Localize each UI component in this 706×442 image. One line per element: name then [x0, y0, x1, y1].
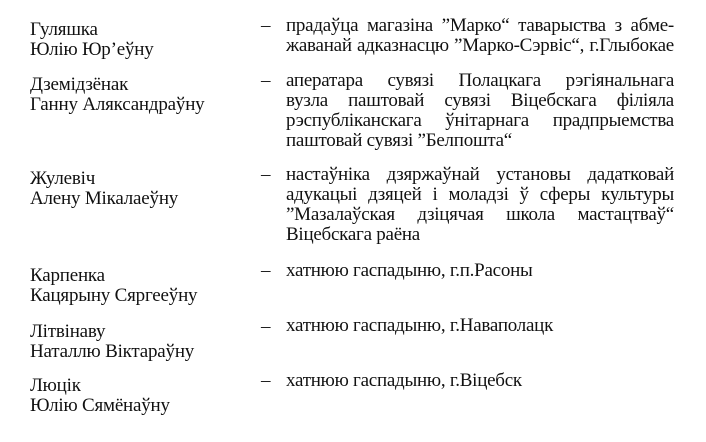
description-line: хатнюю гаспадыню, г.п.Расоны — [286, 260, 533, 281]
dash: – — [261, 370, 271, 391]
given-name: Юлію Сямёнаўну — [30, 395, 170, 416]
surname: Люцік — [30, 375, 81, 396]
person-description — [286, 16, 674, 56]
person-name — [30, 266, 270, 306]
description-line: хатнюю гаспадыню, г.Віцебск — [286, 370, 522, 391]
dash: – — [261, 316, 271, 337]
person-name — [30, 75, 270, 115]
description-line: жаванай адказнасцю ”Марко-Сэрвіс“, г.Глыбокае — [286, 35, 674, 56]
description-line: рэспубліканскага ўнітарнага прадпрыемства — [286, 110, 674, 131]
dash: – — [261, 164, 271, 185]
person-description — [286, 165, 674, 245]
dash: – — [261, 70, 271, 91]
dash: – — [261, 260, 271, 281]
person-description — [286, 261, 674, 281]
description-line: аператара сувязі Полацкага рэгіянальнага — [286, 70, 674, 91]
given-name: Кацярыну Сяргееўну — [30, 285, 198, 306]
person-name — [30, 169, 270, 209]
surname: Гуляшка — [30, 19, 98, 40]
surname: Літвінаву — [30, 321, 106, 342]
given-name: Алену Мікалаеўну — [30, 188, 179, 209]
person-description — [286, 371, 674, 391]
description-line: ”Мазалаўская дзіцячая школа мастацтваў“ — [286, 204, 674, 225]
surname: Дземідзёнак — [30, 74, 129, 95]
person-name — [30, 322, 270, 362]
description-line: настаўніка дзяржаўнай установы дадатковай — [286, 164, 674, 185]
given-name: Ганну Аляксандраўну — [30, 94, 205, 115]
description-line: хатнюю гаспадыню, г.Наваполацк — [286, 315, 554, 336]
dash: – — [261, 15, 271, 36]
person-description — [286, 71, 674, 151]
description-line: вузла паштовай сувязі Віцебскага філіяла — [286, 90, 674, 111]
surname: Жулевіч — [30, 168, 96, 189]
description-line: адукацыі дзяцей і моладзі ў сферы культуры — [286, 184, 674, 205]
description-line: прадаўца магазіна ”Марко“ таварыства з абме- — [286, 15, 674, 36]
given-name: Юлію Юр’еўну — [30, 39, 154, 60]
person-name — [30, 20, 270, 60]
description-line: Віцебскага раёна — [286, 224, 420, 245]
person-description — [286, 316, 674, 336]
person-name — [30, 376, 270, 416]
given-name: Наталлю Віктараўну — [30, 341, 195, 362]
description-line: паштовай сувязі ”Белпошта“ — [286, 130, 512, 151]
surname: Карпенка — [30, 265, 105, 286]
